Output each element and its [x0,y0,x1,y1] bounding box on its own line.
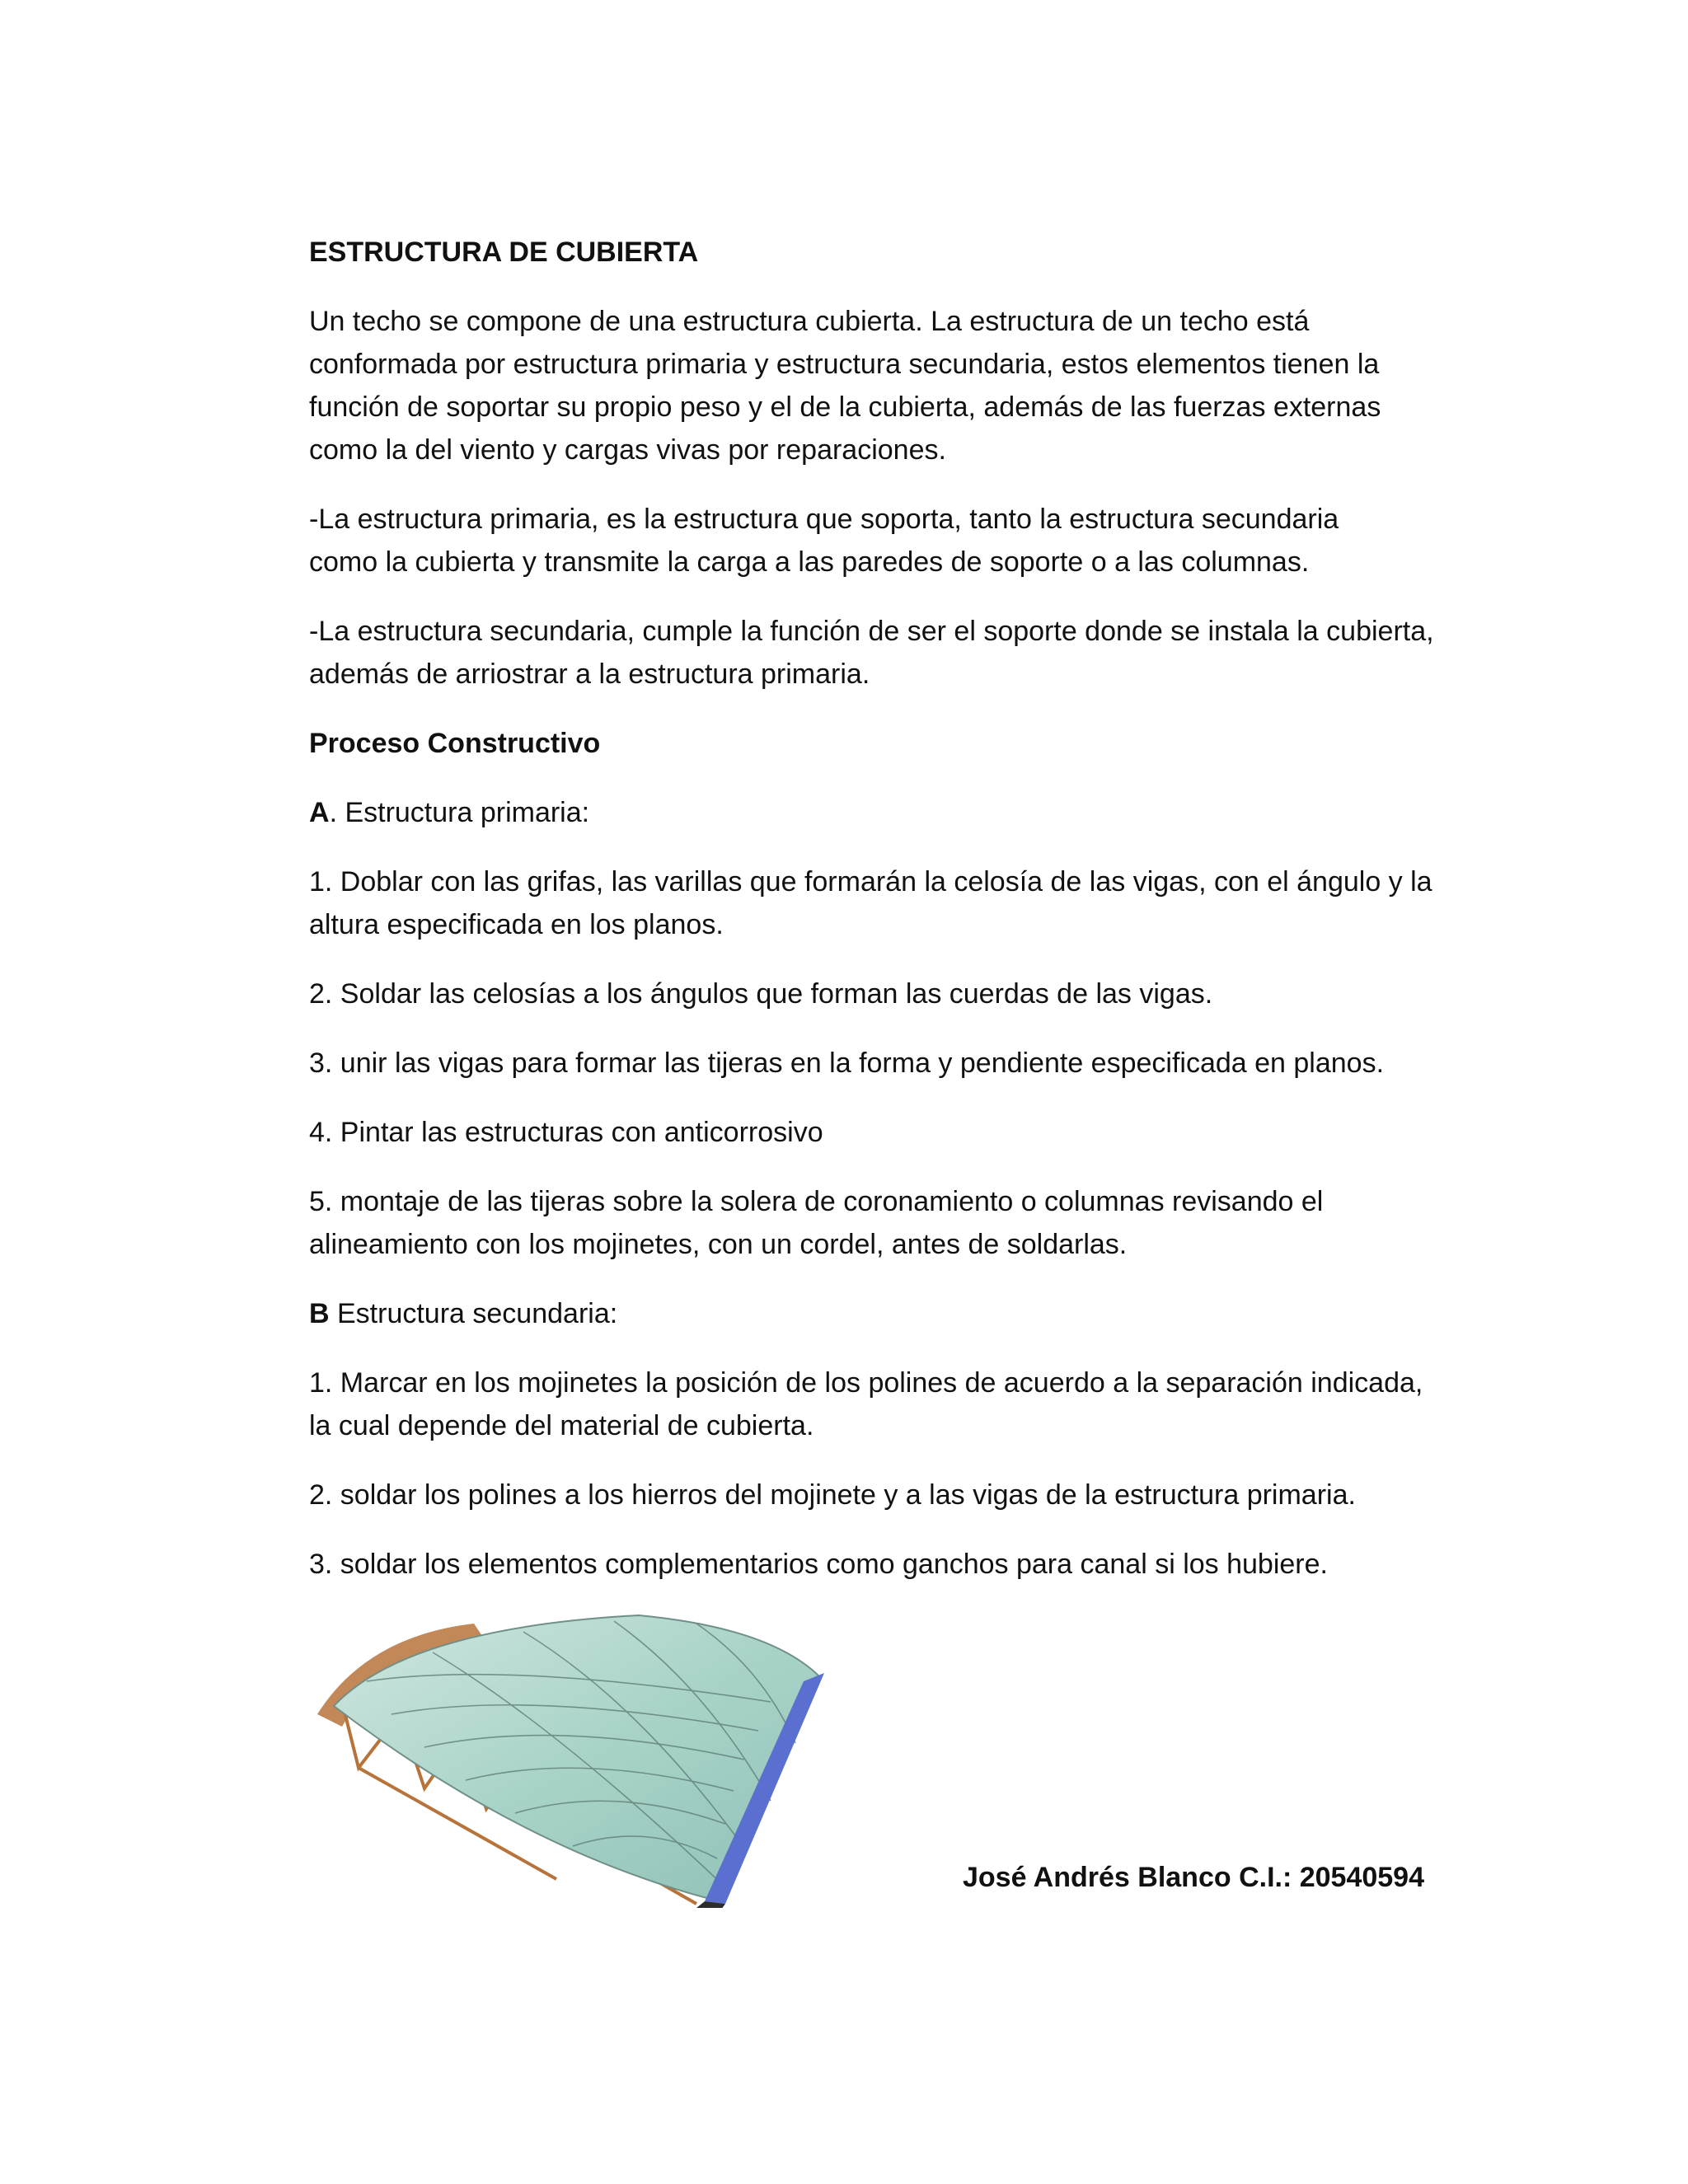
section-a-heading [309,791,1447,834]
intro-paragraph: Un techo se compone de una estructura cubierta. La estructura de un techo está conformada por estructura primaria y estructura secundaria, estos elementos tienen la función de soportar su propio peso y el de la cubierta, además de las fuerzas externas como la del viento y cargas vivas por reparaciones. [309,306,1381,466]
curved-roof-illustration [309,1603,960,1908]
document-body [309,231,1447,1612]
section-b-step-1: 1. Marcar en los mojinetes la posición de los polines de acuerdo a la separación indicada, la cual depende del material de cubierta. [309,1367,1423,1441]
section-a-step-3: 3. unir las vigas para formar las tijeras en la forma y pendiente especificada en planos. [309,1047,1385,1079]
signature: José Andrés Blanco C.I.: 20540594 [963,1862,1425,1893]
section-a-letter: A [309,797,330,828]
section-a-step-2: 2. Soldar las celosías a los ángulos que forman las cuerdas de las vigas. [309,978,1213,1010]
roof-structure-icon [309,1603,960,1908]
primary-definition [309,498,1447,583]
process-heading: Proceso Constructivo [309,728,601,759]
primary-definition-line2: como la cubierta y transmite la carga a las paredes de soporte o a las columnas. [309,546,1310,578]
section-b-label: Estructura secundaria: [329,1298,618,1329]
section-b-step-2: 2. soldar los polines a los hierros del mojinete y a las vigas de la estructura primaria. [309,1479,1356,1511]
section-a-step-1: 1. Doblar con las grifas, las varillas que formarán la celosía de las vigas, con el ángulo y la altura especificada en los planos. [309,866,1432,940]
section-b-heading [309,1292,1447,1335]
primary-definition-line1: -La estructura primaria, es la estructura que soporta, tanto la estructura secundaria [309,504,1339,535]
section-a-step-4: 4. Pintar las estructuras con anticorrosivo [309,1117,823,1148]
section-a-step-5: 5. montaje de las tijeras sobre la solera de coronamiento o columnas revisando el alineamiento con los mojinetes, con un cordel, antes de soldarlas. [309,1186,1324,1260]
section-b-step-3: 3. soldar los elementos complementarios como ganchos para canal si los hubiere. [309,1549,1328,1580]
document-title: ESTRUCTURA DE CUBIERTA [309,237,699,268]
section-a-label: . Estructura primaria: [329,797,590,828]
section-b-letter: B [309,1298,330,1329]
secondary-definition: -La estructura secundaria, cumple la función de ser el soporte donde se instala la cubierta, además de arriostrar a la estructura primaria. [309,616,1434,690]
